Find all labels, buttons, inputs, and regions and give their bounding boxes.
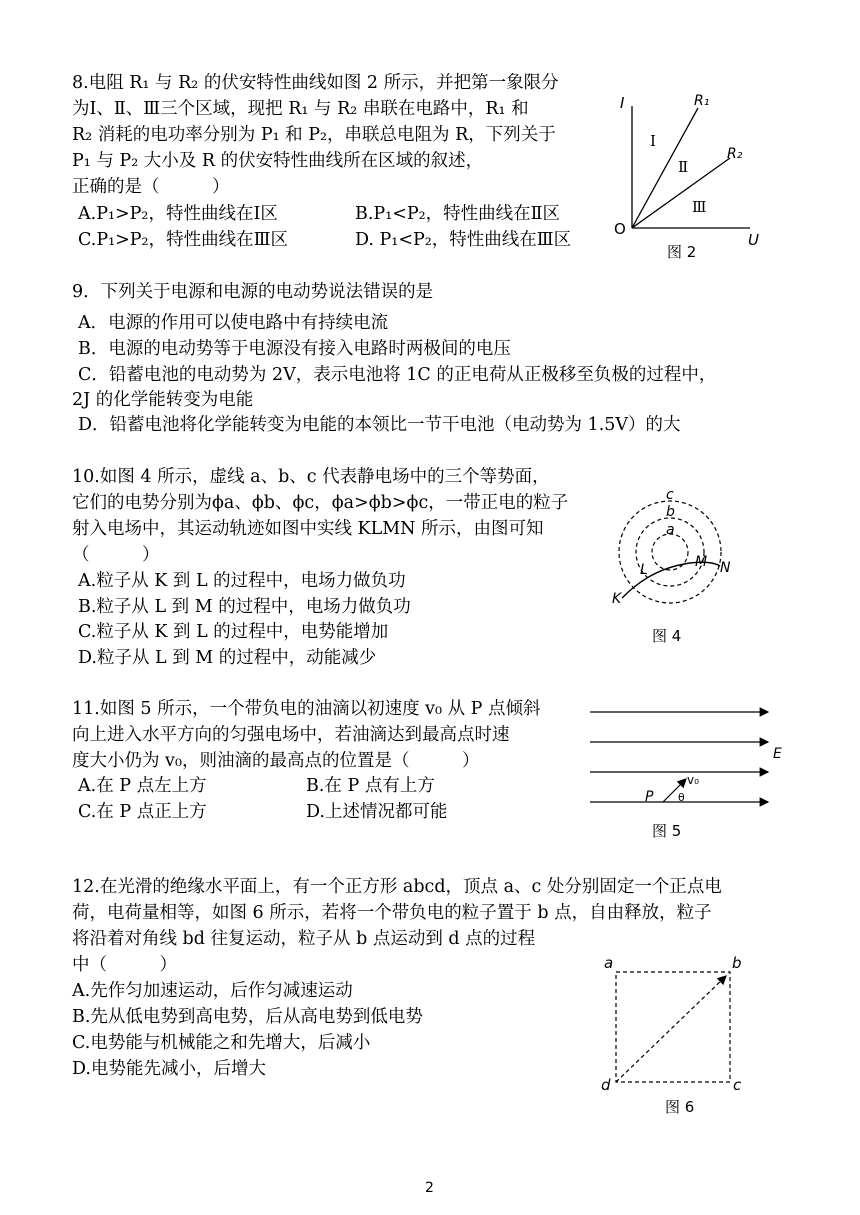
q9-stem: 9．下列关于电源和电源的电动势说法错误的是 [72, 282, 434, 302]
label-p: P [645, 789, 654, 805]
q9-option-b: B．电源的电动势等于电源没有接入电路时两极间的电压 [78, 339, 511, 359]
vertex-d: d [601, 1076, 611, 1090]
q11-line-1: 11.如图 5 所示，一个带负电的油滴以初速度 v₀ 从 P 点倾斜 [72, 699, 541, 719]
q8-line-3: R₂ 消耗的电功率分别为 P₁ 和 P₂，串联总电阻为 R，下列关于 [72, 125, 556, 145]
q12-line-4: 中（ ） [72, 955, 177, 975]
region-3-label: Ⅲ [692, 198, 707, 216]
vertex-a: a [604, 954, 614, 972]
figure-2-caption: 图 2 [667, 243, 697, 261]
figure-4-caption: 图 4 [652, 627, 682, 645]
q12-line-3: 将沿着对角线 bd 往复运动，粒子从 b 点运动到 d 点的过程 [72, 929, 536, 949]
r2-label: R₂ [727, 146, 743, 162]
label-a: a [666, 522, 675, 538]
page-number: 2 [425, 1180, 434, 1196]
q9-option-d: D．铅蓄电池将化学能转变为电能的本领比一节干电池（电动势为 1.5V）的大 [78, 415, 681, 435]
q8-line-1: 8.电阻 R₁ 与 R₂ 的伏安特性曲线如图 2 所示，并把第一象限分 [72, 73, 559, 93]
q10-line-2: 它们的电势分别为ϕa、ϕb、ϕc，ϕa>ϕb>ϕc，一带正电的粒子 [72, 493, 569, 513]
q11-option-a: A.在 P 点左上方 [78, 776, 207, 796]
region-2-label: Ⅱ [678, 158, 689, 176]
axis-i-label: I [620, 94, 625, 112]
origin-label: O [614, 220, 626, 238]
q8-option-d: D. P₁<P₂，特性曲线在Ⅲ区 [355, 230, 572, 250]
q8-line-5: 正确的是（ ） [72, 177, 230, 197]
r1-label: R₁ [694, 93, 710, 109]
q10-line-3: 射入电场中，其运动轨迹如图中实线 KLMN 所示，由图可知 [72, 519, 544, 539]
figure-2 [610, 88, 770, 263]
diagonal-bd [616, 976, 726, 1082]
label-e: E [773, 746, 782, 762]
label-n: N [720, 560, 731, 576]
q10-line-1: 10.如图 4 所示，虚线 a、b、c 代表静电场中的三个等势面， [72, 467, 550, 487]
label-l: L [640, 562, 648, 578]
label-k: K [612, 591, 622, 607]
label-v0: v₀ [687, 773, 699, 787]
q11-line-3: 度大小仍为 v₀，则油滴的最高点的位置是（ ） [72, 751, 480, 771]
label-theta: θ [678, 791, 685, 804]
q11-option-c: C.在 P 点正上方 [78, 802, 207, 822]
figure-4 [600, 490, 760, 625]
q8-line-4: P₁ 与 P₂ 大小及 R 的伏安特性曲线所在区域的叙述， [72, 151, 484, 171]
figure-5 [588, 700, 788, 815]
q10-option-a: A.粒子从 K 到 L 的过程中，电场力做负功 [78, 571, 406, 591]
axis-u-label: U [748, 231, 759, 249]
q12-option-d: D.电势能先减小，后增大 [72, 1059, 266, 1079]
label-c: c [666, 490, 674, 503]
q8-line-2: 为Ⅰ、Ⅱ、Ⅲ三个区域，现把 R₁ 与 R₂ 串联在电路中，R₁ 和 [72, 99, 529, 119]
vertex-c: c [733, 1076, 742, 1090]
q11-line-2: 向上进入水平方向的匀强电场中，若油滴达到最高点时速 [72, 725, 510, 745]
q11-option-d: D.上述情况都可能 [306, 802, 448, 822]
q11-option-b: B.在 P 点有上方 [306, 776, 435, 796]
q9-option-a: A．电源的作用可以使电路中有持续电流 [78, 313, 389, 333]
figure-6 [598, 950, 758, 1090]
q12-line-2: 荷，电荷量相等，如图 6 所示，若将一个带负电的粒子置于 b 点，自由释放，粒子 [72, 903, 712, 923]
figure-6-caption: 图 6 [665, 1098, 695, 1116]
label-b: b [666, 504, 675, 520]
q12-line-1: 12.在光滑的绝缘水平面上，有一个正方形 abcd，顶点 a、c 处分别固定一个正点电 [72, 877, 722, 897]
label-m: M [695, 554, 708, 570]
q12-option-c: C.电势能与机械能之和先增大，后减小 [72, 1033, 371, 1053]
figure-5-caption: 图 5 [652, 822, 682, 840]
q8-option-c: C.P₁>P₂，特性曲线在Ⅲ区 [78, 230, 288, 250]
q10-option-d: D.粒子从 L 到 M 的过程中，动能减少 [78, 648, 377, 668]
region-1-label: Ⅰ [650, 132, 656, 150]
q10-option-b: B.粒子从 L 到 M 的过程中，电场力做负功 [78, 597, 411, 617]
q12-option-a: A.先作匀加速运动，后作匀减速运动 [72, 981, 353, 1001]
q8-option-b: B.P₁<P₂，特性曲线在Ⅱ区 [355, 204, 561, 224]
q10-line-4: （ ） [72, 545, 160, 565]
q8-option-a: A.P₁>P₂，特性曲线在Ⅰ区 [78, 204, 278, 224]
q9-option-c-cont: 2J 的化学能转变为电能 [72, 390, 254, 410]
q10-option-c: C.粒子从 K 到 L 的过程中，电势能增加 [78, 622, 389, 642]
vertex-b: b [732, 954, 742, 972]
q12-option-b: B.先从低电势到高电势，后从高电势到低电势 [72, 1007, 423, 1027]
q9-option-c: C．铅蓄电池的电动势为 2V，表示电池将 1C 的正电荷从正极移至负极的过程中， [78, 365, 717, 385]
